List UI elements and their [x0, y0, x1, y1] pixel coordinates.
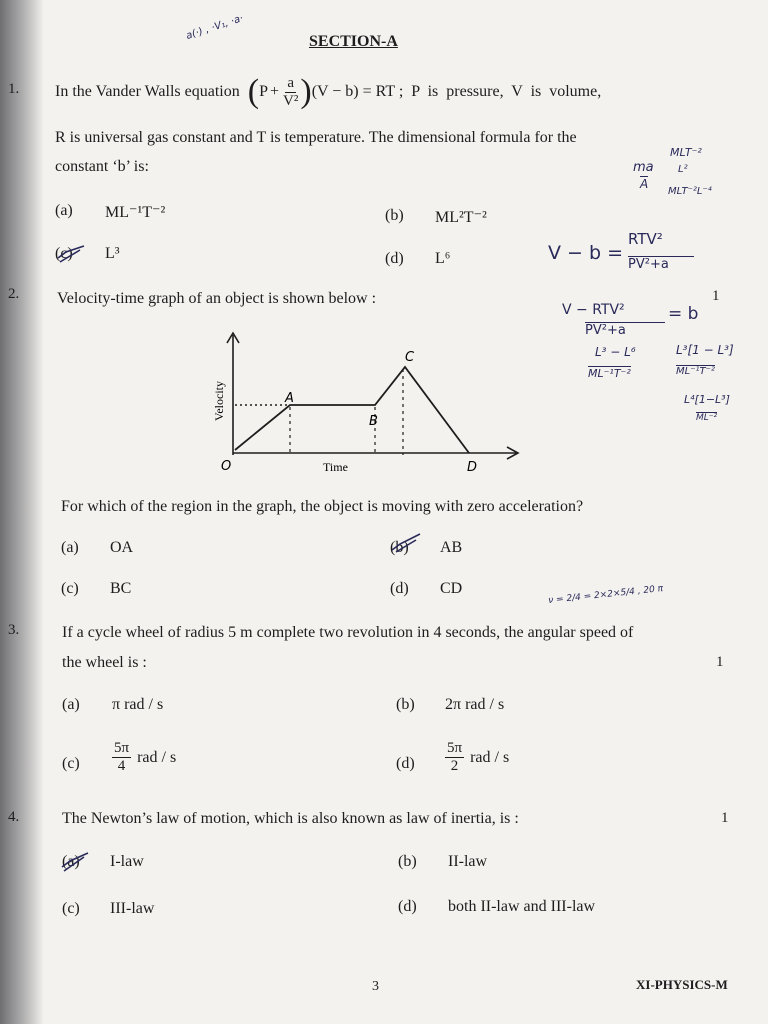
q1-marks: 1 — [712, 288, 720, 304]
handwritten-v-minus-b: V − b = — [548, 242, 624, 264]
q1-eq-rest: (V − b) = RT ; — [311, 83, 404, 100]
handwritten-rtv2: RTV² — [628, 230, 663, 248]
q1-option-d-value: L⁶ — [435, 250, 451, 267]
q1-answer-tick-mark — [56, 244, 86, 266]
q1-option-c-value: L³ — [105, 245, 120, 262]
q2-option-d-value: CD — [440, 580, 463, 597]
q3-marks: 1 — [716, 654, 724, 670]
q4-answer-tick-mark — [60, 851, 90, 873]
q1-option-a-label[interactable]: (a) — [55, 202, 73, 219]
q4-marks: 1 — [721, 810, 729, 826]
question-1-number: 1. — [8, 81, 20, 97]
q2-option-b-value: AB — [440, 539, 463, 556]
handwritten-ml-1: ML⁻¹T⁻² — [588, 367, 631, 380]
q3-c-unit: rad / s — [137, 748, 177, 766]
q4-option-b-value: II-law — [448, 853, 488, 870]
q1-eq-plus: + — [269, 83, 280, 100]
q4-option-c-value: III-law — [110, 900, 155, 917]
q1-option-b-label[interactable]: (b) — [385, 207, 404, 224]
q2-option-c-label[interactable]: (c) — [61, 580, 79, 597]
q4-option-d-label[interactable]: (d) — [398, 898, 417, 915]
handwritten-top-scribble: a(·) , ·V₁, ·a· — [184, 13, 245, 42]
q2-option-a-value: OA — [110, 539, 134, 556]
section-title: SECTION-A — [309, 33, 398, 50]
handwritten-pv2a-2: PV²+a — [585, 322, 665, 338]
handwritten-a: A — [640, 177, 649, 191]
handwritten-ma: ma — [633, 160, 654, 175]
q3-d-unit: rad / s — [470, 748, 510, 766]
handwritten-l3-bracket: L³[1 − L³] — [676, 343, 734, 357]
q3-c-fraction — [112, 740, 131, 775]
graph-point-o: O — [221, 459, 232, 474]
handwritten-v-rtv2: V − RTV² — [562, 302, 625, 318]
question-3-line-2: the wheel is : — [62, 654, 147, 671]
handwritten-mlt2: MLT⁻²L⁻⁴ — [668, 186, 712, 197]
q1-option-a-value: ML⁻¹T⁻² — [105, 204, 166, 221]
q3-option-a-label[interactable]: (a) — [62, 696, 80, 713]
q3-option-c-value — [112, 740, 176, 775]
question-1-line-3: constant ‘b’ is: — [55, 158, 149, 175]
q2-option-d-label[interactable]: (d) — [390, 580, 409, 597]
handwritten-mlt: MLT⁻² — [670, 146, 702, 159]
q3-option-b-value: 2π rad / s — [445, 696, 505, 713]
graph-point-d: D — [467, 460, 478, 475]
q4-option-c-label[interactable]: (c) — [62, 900, 80, 917]
question-1-line-1 — [55, 68, 601, 116]
q3-option-d-label[interactable]: (d) — [396, 755, 415, 772]
q1-eq-p: P — [259, 83, 268, 100]
handwritten-l4: L⁴[1−L³] — [684, 393, 730, 406]
question-3-number: 3. — [8, 622, 20, 638]
q2-option-a-label[interactable]: (a) — [61, 539, 79, 556]
graph-velocity-line — [235, 367, 469, 453]
handwritten-ml-3: ML⁻² — [696, 413, 718, 423]
q3-d-fraction — [445, 740, 464, 775]
handwritten-pv2a: PV²+a — [628, 256, 694, 272]
q4-option-d-value: both II-law and III-law — [448, 898, 596, 915]
question-2-number: 2. — [8, 286, 20, 302]
book-binding-shadow — [0, 0, 44, 1024]
paper-code: XI-PHYSICS-M — [636, 977, 728, 992]
q3-option-d-value — [445, 740, 509, 775]
q1-text-suffix: P is pressure, V is volume, — [411, 83, 602, 100]
q1-text-prefix: In the Vander Walls equation — [55, 83, 240, 100]
question-4-number: 4. — [8, 809, 20, 825]
q3-option-a-value: π rad / s — [112, 696, 164, 713]
q3-d-num: 5π — [447, 740, 463, 756]
q1-fraction — [281, 75, 300, 110]
handwritten-eq-b: = b — [668, 304, 699, 324]
handwritten-ml-2: ML⁻¹T⁻² — [676, 366, 715, 377]
graph-xlabel: Time — [323, 460, 348, 474]
q1-open-paren: ( — [247, 73, 260, 110]
q1-option-d-label[interactable]: (d) — [385, 250, 404, 267]
handwritten-l3-l6: L³ − L⁶ — [595, 345, 636, 359]
q4-option-a-value: I-law — [110, 853, 144, 870]
q3-c-num: 5π — [114, 740, 130, 756]
q1-frac-den: V² — [283, 92, 299, 109]
q1-close-paren: ) — [300, 73, 312, 110]
q2-option-c-value: BC — [110, 580, 132, 597]
handwritten-speed-calc: ν = 2/4 = 2×2×5/4 , 20 π — [547, 583, 664, 607]
q3-option-b-label[interactable]: (b) — [396, 696, 415, 713]
page-number: 3 — [372, 979, 379, 994]
graph-ylabel: Velocity — [212, 381, 226, 421]
graph-point-b: B — [369, 414, 378, 429]
question-2-line-1: Velocity-time graph of an object is shown below : — [57, 290, 377, 307]
question-1-line-2: R is universal gas constant and T is temperature. The dimensional formula for the — [55, 129, 577, 146]
question-3-line-1: If a cycle wheel of radius 5 m complete two revolution in 4 seconds, the angular speed of — [62, 624, 634, 641]
graph-point-c: C — [405, 350, 415, 365]
q3-c-den: 4 — [117, 758, 126, 774]
q2-answer-tick-mark — [390, 532, 422, 556]
graph-point-a: A — [285, 391, 294, 406]
handwritten-l2: L² — [678, 164, 688, 175]
question-2-line-2: For which of the region in the graph, the object is moving with zero acceleration? — [61, 498, 584, 515]
q1-option-c-label[interactable]: (c) — [55, 245, 73, 262]
q2-option-b-label[interactable]: (b) — [390, 539, 409, 556]
question-4-line-1: The Newton’s law of motion, which is also known as law of inertia, is : — [62, 810, 519, 827]
q3-option-c-label[interactable]: (c) — [62, 755, 80, 772]
q4-option-a-label[interactable]: (a) — [62, 853, 80, 870]
q1-option-b-value: ML²T⁻² — [435, 209, 487, 226]
q3-d-den: 2 — [450, 758, 459, 774]
q4-option-b-label[interactable]: (b) — [398, 853, 417, 870]
velocity-time-graph — [205, 325, 525, 475]
q1-frac-num: a — [287, 74, 295, 91]
